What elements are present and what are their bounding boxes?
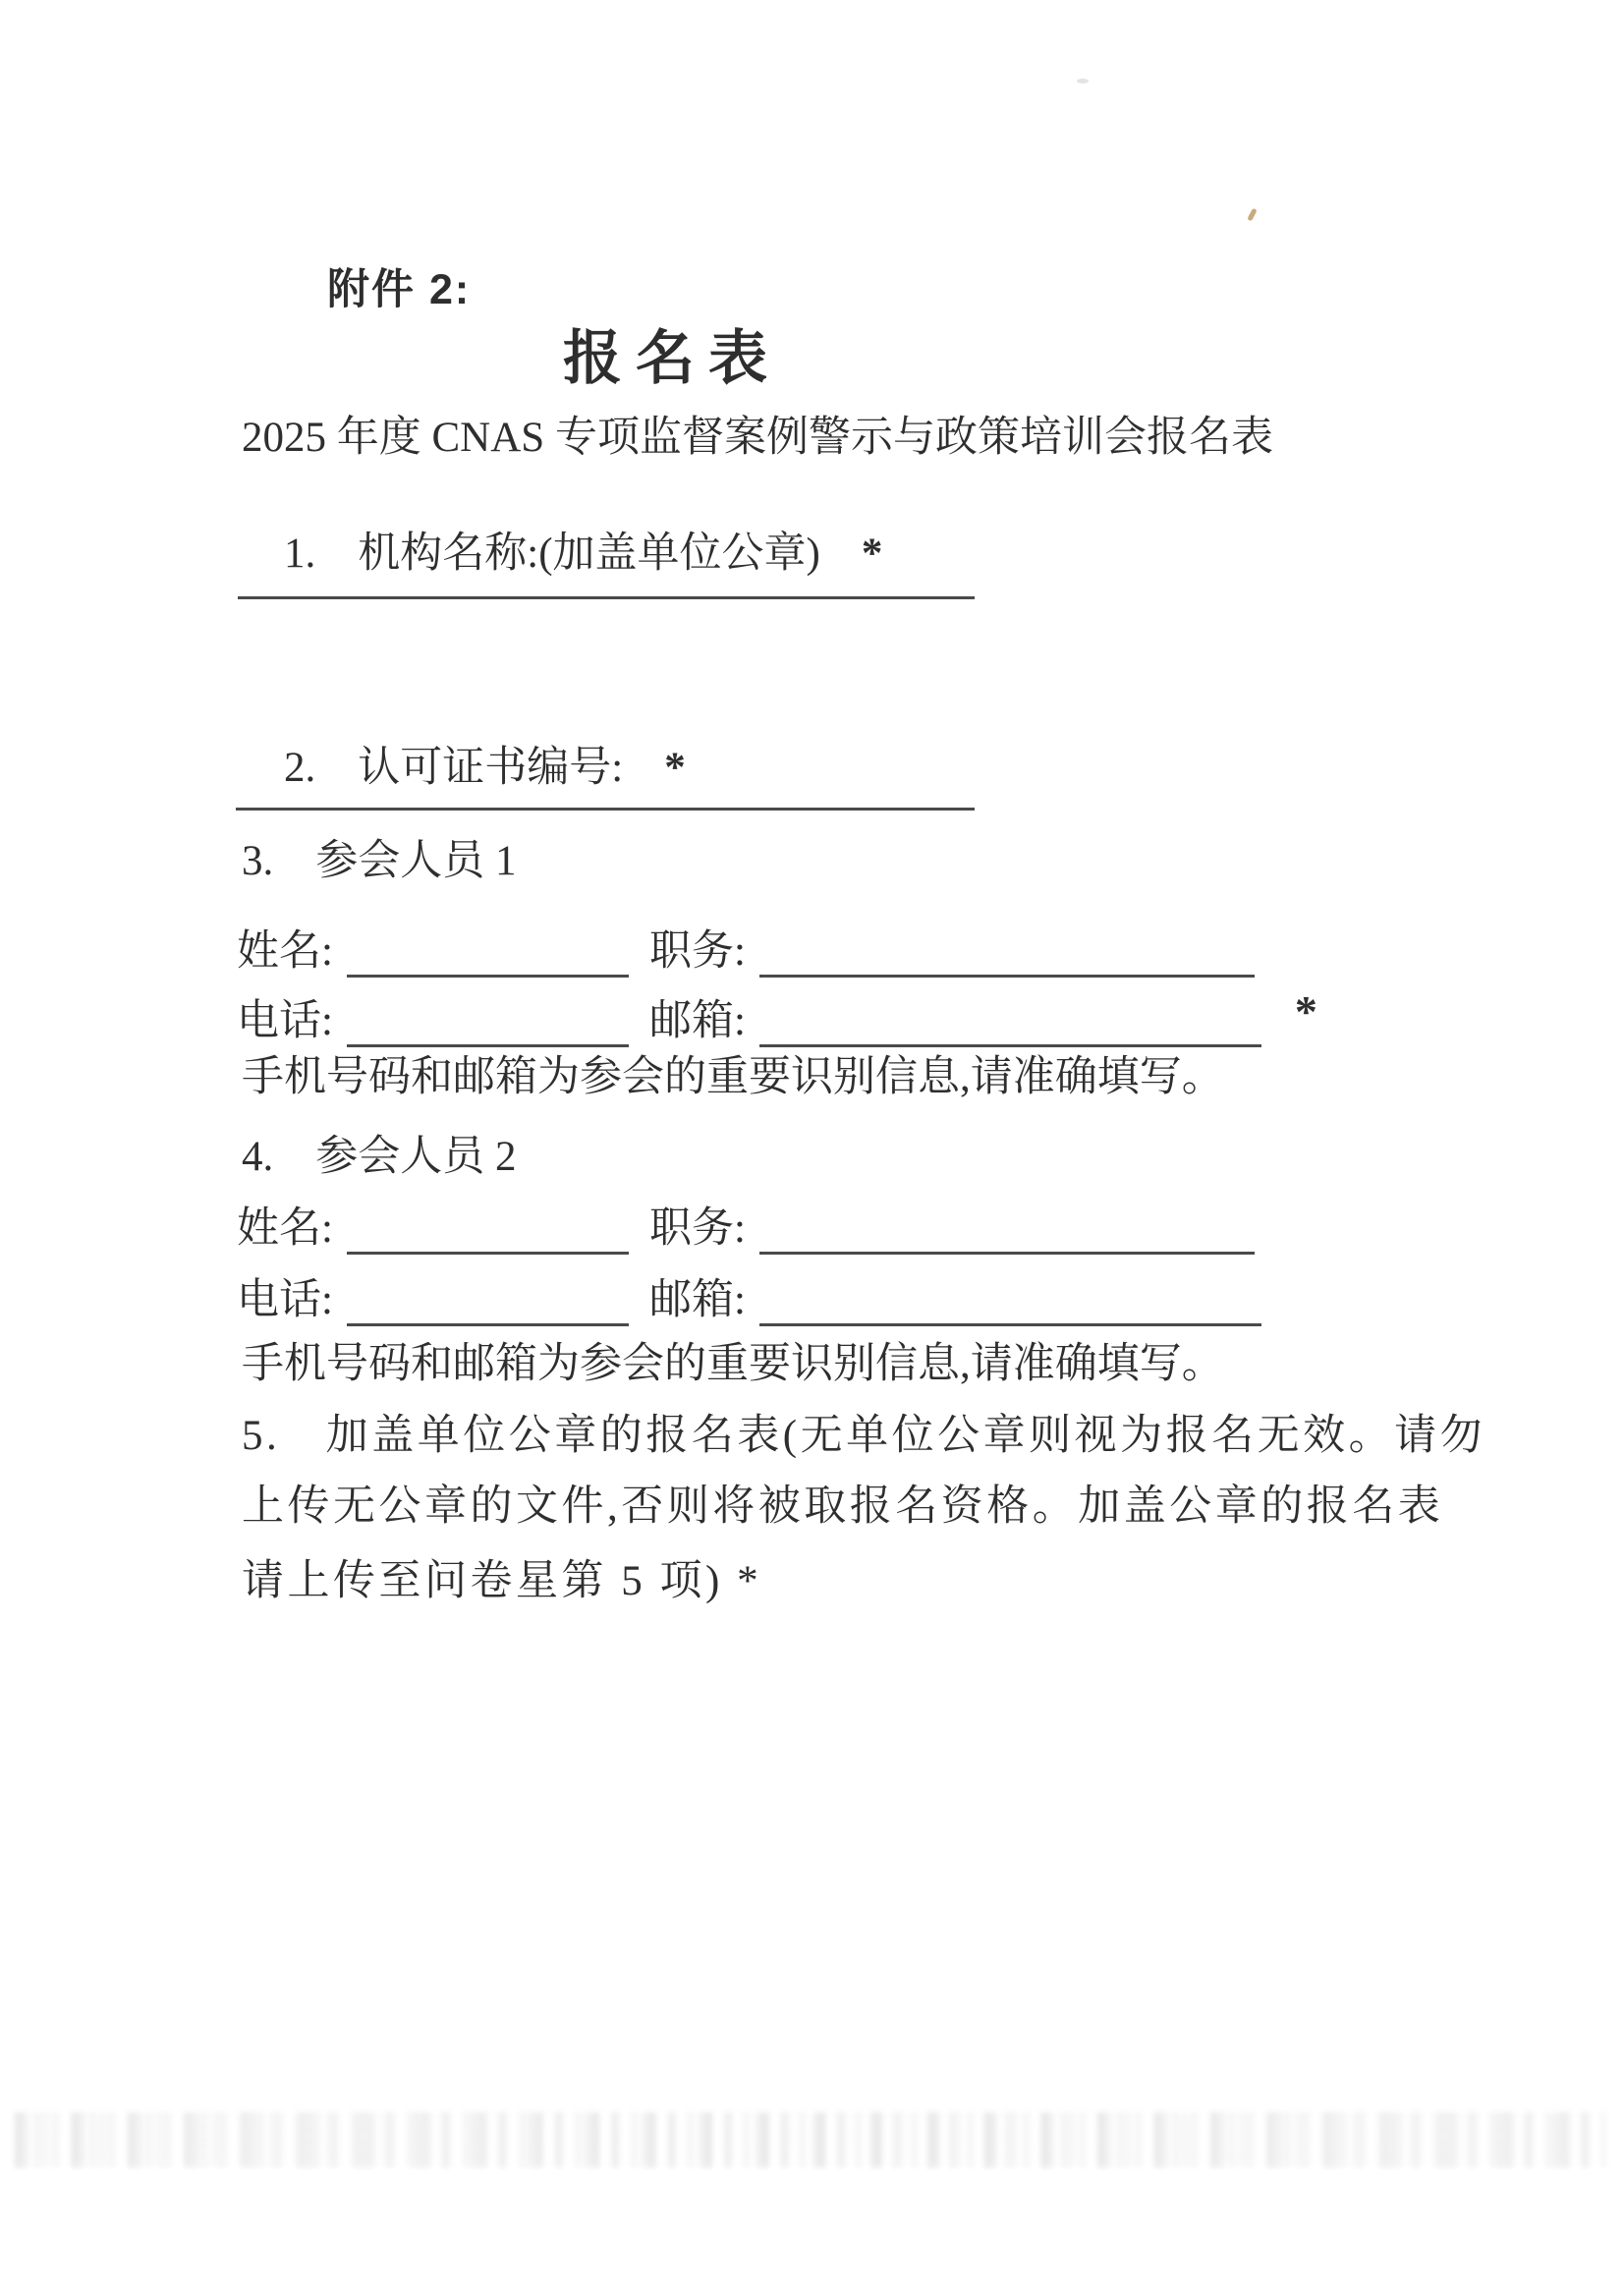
- item-2-certificate-number: [242, 696, 686, 841]
- item-4-participant-2-heading: 4. 参会人员 2: [242, 1134, 517, 1180]
- phone-field-label: 电话:: [237, 998, 333, 1044]
- title-fill-line: [759, 1251, 1255, 1255]
- name-fill-line: [347, 1251, 629, 1255]
- participant-2-note: 手机号码和邮箱为参会的重要识别信息,请准确填写。: [242, 1341, 1224, 1387]
- item-5-line-2: 上传无公章的文件,否则将被取报名资格。加盖公章的报名表: [242, 1483, 1444, 1530]
- participant-1-name-title-row: [237, 925, 1255, 973]
- participant-1-note: 手机号码和邮箱为参会的重要识别信息,请准确填写。: [242, 1054, 1224, 1100]
- institution-name-blank-line: [238, 596, 975, 599]
- email-field-label: 邮箱:: [648, 998, 746, 1044]
- title-field-label: 职务:: [648, 1205, 746, 1252]
- form-title: 报名表: [563, 325, 781, 391]
- name-field-label: 姓名:: [237, 928, 333, 975]
- phone-fill-line: [347, 1043, 629, 1047]
- item-2-text: 2. 认可证书编号:: [284, 745, 624, 792]
- phone-field-label: 电话:: [237, 1277, 333, 1323]
- item-5-line-1: 5. 加盖单位公章的报名表(无单位公章则视为报名无效。请勿: [242, 1413, 1486, 1459]
- email-fill-line: [759, 1322, 1261, 1326]
- title-field-label: 职务:: [648, 928, 746, 975]
- name-field-label: 姓名:: [237, 1205, 333, 1252]
- participant-2-phone-email-row: [237, 1274, 1261, 1321]
- item-1-required-star: *: [861, 531, 883, 578]
- item-2-required-star: *: [664, 745, 686, 792]
- item-1-institution-name: [242, 481, 882, 627]
- scan-speck: [1247, 208, 1258, 222]
- item-5-line-3: 请上传至问卷星第 5 项) *: [242, 1558, 762, 1604]
- participant-1-required-star: *: [1294, 986, 1317, 1036]
- certificate-number-blank-line: [236, 808, 975, 811]
- phone-fill-line: [347, 1322, 629, 1326]
- name-fill-line: [347, 974, 629, 978]
- scan-speck: [1077, 79, 1089, 84]
- participant-1-phone-email-row: [237, 986, 1317, 1044]
- participant-2-name-title-row: [237, 1203, 1255, 1250]
- item-3-participant-1-heading: 3. 参会人员 1: [242, 838, 517, 884]
- item-1-text: 1. 机构名称:(加盖单位公章): [284, 531, 820, 578]
- scan-bleed-through-band: [15, 2112, 1606, 2167]
- email-fill-line: [759, 1043, 1261, 1047]
- form-subtitle: 2025 年度 CNAS 专项监督案例警示与政策培训会报名表: [242, 415, 1273, 461]
- title-fill-line: [759, 974, 1255, 978]
- attachment-label: 附件 2:: [327, 266, 472, 313]
- email-field-label: 邮箱:: [648, 1277, 746, 1323]
